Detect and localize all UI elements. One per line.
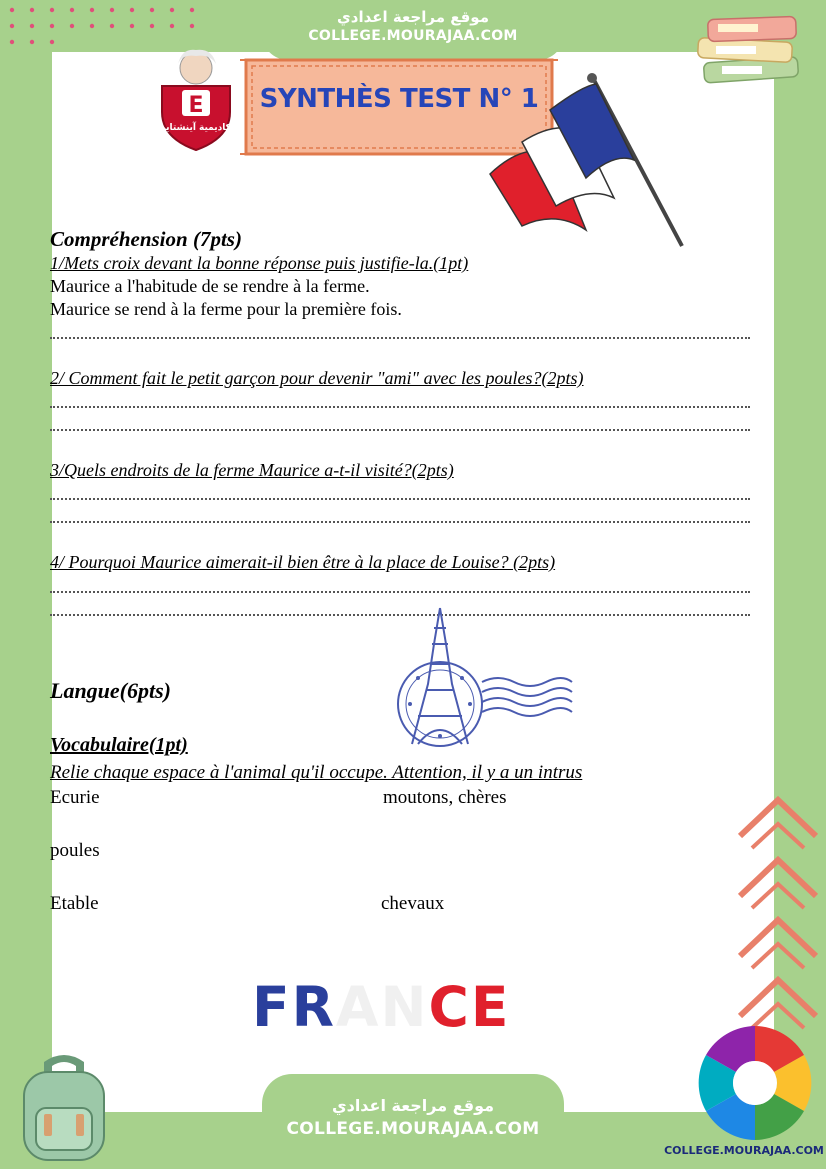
site-arabic-name: موقع مراجعة اعدادي [337, 8, 489, 26]
books-stack-icon [688, 10, 806, 92]
answer-line[interactable] [50, 520, 750, 523]
french-flag-icon [486, 70, 686, 250]
question-1-option-1[interactable]: Maurice a l'habitude de se rendre à la ferme. [50, 276, 370, 296]
france-word-blue: FR [252, 975, 336, 1039]
match-left-item[interactable]: poules [50, 840, 100, 861]
question-2-label: 2/ Comment fait le petit garçon pour devenir "ami" avec les poules?(2pts) [50, 368, 584, 388]
subjects-wheel-logo [694, 1022, 816, 1144]
vocabulaire-instruction: Relie chaque espace à l'animal qu'il occupe. Attention, il y a un intrus [50, 762, 583, 783]
site-url[interactable]: COLLEGE.MOURAJAA.COM [286, 1119, 540, 1139]
site-footer-tab [262, 1074, 564, 1169]
backpack-icon [14, 1052, 114, 1164]
eiffel-tower-stamp-icon [388, 604, 574, 750]
question-1-option-2[interactable]: Maurice se rend à la ferme pour la première fois. [50, 299, 402, 319]
academy-logo [158, 46, 234, 154]
france-word [252, 975, 510, 1039]
answer-line[interactable] [50, 336, 750, 339]
france-word-white: AN [335, 975, 429, 1039]
site-arabic-name: موقع مراجعة اعدادي [331, 1096, 495, 1115]
match-right-item[interactable]: chevaux [381, 893, 445, 914]
answer-line[interactable] [50, 590, 750, 593]
chevron-up-decorative-icon [732, 790, 822, 1030]
vocabulaire-heading: Vocabulaire(1pt) [50, 734, 188, 756]
site-logo-label[interactable]: COLLEGE.MOURAJAA.COM [664, 1144, 824, 1157]
question-4-label: 4/ Pourquoi Maurice aimerait-il bien être à la place de Louise? (2pts) [50, 552, 556, 572]
france-word-red: CE [428, 975, 511, 1039]
match-left-item[interactable]: Etable [50, 893, 99, 914]
site-url[interactable]: COLLEGE.MOURAJAA.COM [308, 28, 518, 44]
langue-heading: Langue(6pts) [50, 678, 171, 703]
comprehension-heading: Compréhension (7pts) [50, 227, 242, 251]
question-1-label: 1/Mets croix devant la bonne réponse puis justifie-la.(1pt) [50, 253, 469, 273]
svg-text:E: E [188, 93, 204, 118]
frame-left-border [0, 0, 52, 1169]
answer-line[interactable] [50, 405, 750, 408]
svg-text:أكاديمية آينشتاين: أكاديمية آينشتاين [158, 123, 234, 133]
answer-line[interactable] [50, 497, 750, 500]
match-left-item[interactable]: Ecurie [50, 787, 100, 808]
page-title: SYNTHÈS TEST N° 1 [259, 84, 539, 114]
site-header-tab [262, 0, 564, 60]
match-right-item[interactable]: moutons, chères [383, 787, 507, 808]
answer-line[interactable] [50, 428, 750, 431]
decorative-dots-icon [6, 6, 206, 46]
question-3-label: 3/Quels endroits de la ferme Maurice a-t-il visité?(2pts) [50, 460, 454, 480]
